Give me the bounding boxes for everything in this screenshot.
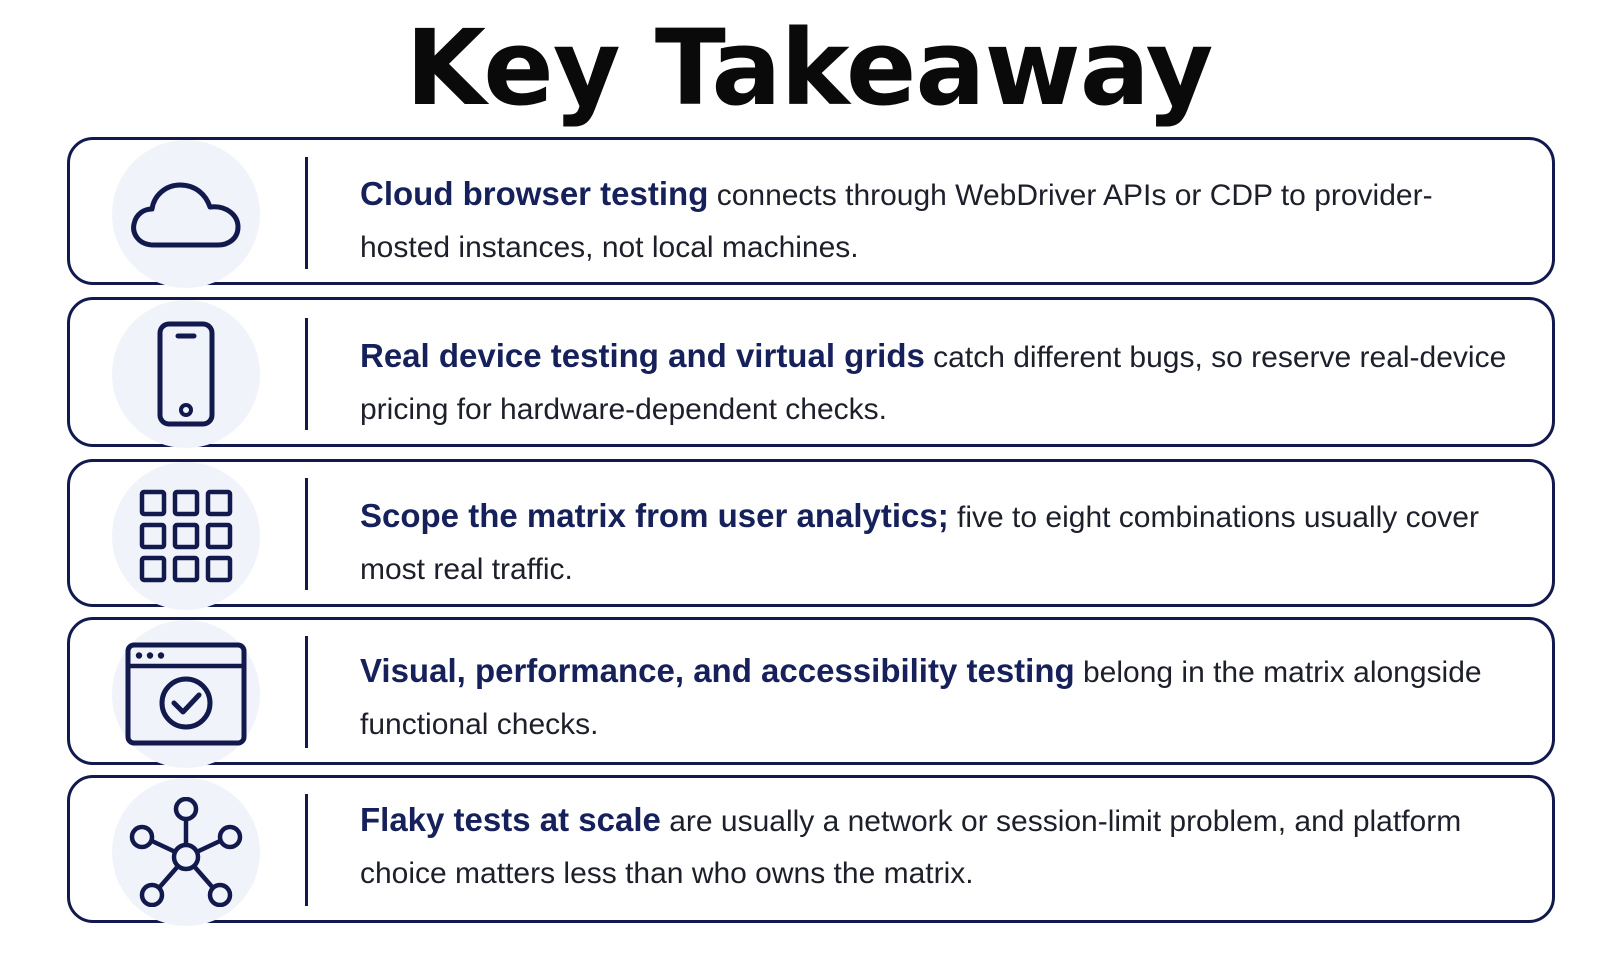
page-title: Key Takeaway (405, 7, 1213, 129)
takeaway-card-matrix (67, 459, 1555, 607)
takeaway-body: are usually a network or session-limit problem, and platform choice matters less than who owns the matrix. (360, 805, 1462, 890)
takeaway-bold: Cloud browser testing (360, 175, 709, 212)
icon-circle (112, 620, 260, 768)
card-divider (305, 794, 308, 906)
network-hub-icon (126, 797, 246, 907)
takeaway-text (360, 645, 1512, 751)
smartphone-icon (151, 319, 221, 429)
card-divider (305, 157, 308, 269)
icon-circle (112, 462, 260, 610)
browser-check-icon (123, 640, 249, 748)
card-divider (305, 636, 308, 748)
icon-circle (112, 300, 260, 448)
takeaway-card-cloud (67, 137, 1555, 285)
icon-circle (112, 778, 260, 926)
cloud-icon (126, 169, 246, 259)
grid-icon (136, 486, 236, 586)
takeaway-body: catch different bugs, so reserve real-device pricing for hardware-dependent checks. (360, 341, 1507, 426)
takeaway-body: five to eight combinations usually cover most real traffic. (360, 501, 1479, 586)
icon-circle (112, 140, 260, 288)
takeaway-text (360, 794, 1512, 900)
takeaway-text (360, 330, 1512, 436)
takeaway-card-visual (67, 617, 1555, 765)
takeaway-bold: Visual, performance, and accessibility testing (360, 652, 1075, 689)
takeaway-bold: Scope the matrix from user analytics; (360, 497, 949, 534)
takeaway-card-flaky (67, 775, 1555, 923)
card-divider (305, 318, 308, 430)
card-divider (305, 478, 308, 590)
takeaway-body: connects through WebDriver APIs or CDP to provider-hosted instances, not local machines. (360, 179, 1433, 264)
takeaway-bold: Real device testing and virtual grids (360, 337, 925, 374)
takeaway-card-device (67, 297, 1555, 447)
takeaway-body: belong in the matrix alongside functional checks. (360, 656, 1482, 741)
takeaway-bold: Flaky tests at scale (360, 801, 661, 838)
takeaway-text (360, 490, 1512, 596)
takeaway-text (360, 168, 1512, 274)
